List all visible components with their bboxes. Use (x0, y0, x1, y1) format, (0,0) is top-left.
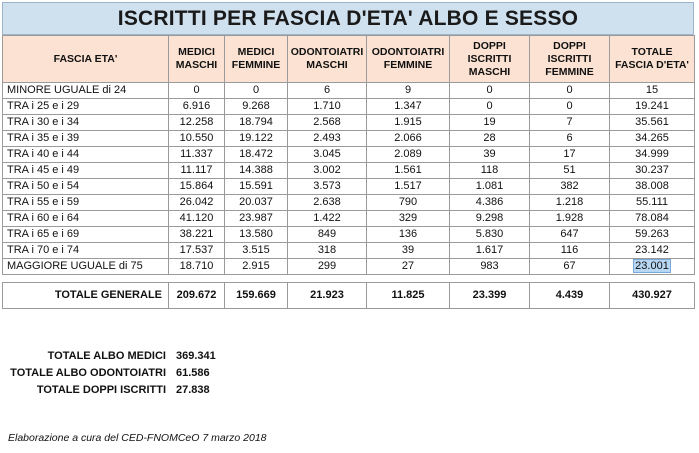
value-cell[interactable]: 5.830 (450, 227, 530, 243)
summary-block (2, 347, 236, 398)
summary-row (2, 347, 236, 364)
value-cell[interactable]: 18.472 (225, 147, 288, 163)
value-cell[interactable]: 6.916 (169, 99, 225, 115)
total-cell[interactable]: 4.439 (530, 283, 610, 309)
value-cell[interactable]: 2.493 (288, 131, 367, 147)
value-cell[interactable]: 23.987 (225, 211, 288, 227)
value-cell[interactable]: 1.422 (288, 211, 367, 227)
value-cell[interactable]: 3.045 (288, 147, 367, 163)
value-cell[interactable]: 6 (530, 131, 610, 147)
summary-label: TOTALE ALBO ODONTOIATRI (10, 366, 166, 379)
age-band-cell[interactable]: TRA i 25 e i 29 (3, 99, 169, 115)
value-cell[interactable]: 1.081 (450, 179, 530, 195)
value-cell[interactable]: 299 (288, 259, 367, 275)
summary-label: TOTALE ALBO MEDICI (47, 349, 166, 362)
header-odontoiatri-maschi[interactable]: ODONTOIATRI MASCHI (288, 36, 367, 83)
age-band-cell[interactable]: MINORE UGUALE di 24 (3, 83, 169, 99)
value-cell[interactable]: 1.517 (367, 179, 450, 195)
value-cell[interactable]: 38.008 (610, 179, 695, 195)
header-age-band[interactable]: FASCIA ETA' (3, 36, 169, 83)
value-cell[interactable]: 10.550 (169, 131, 225, 147)
value-cell[interactable]: 39 (450, 147, 530, 163)
value-cell[interactable]: 20.037 (225, 195, 288, 211)
value-cell[interactable]: 0 (530, 99, 610, 115)
value-cell[interactable]: 41.120 (169, 211, 225, 227)
value-cell[interactable]: 1.915 (367, 115, 450, 131)
value-cell[interactable]: 9.298 (450, 211, 530, 227)
total-cell[interactable]: 159.669 (225, 283, 288, 309)
age-band-cell[interactable]: TRA i 35 e i 39 (3, 131, 169, 147)
value-cell[interactable]: 19.241 (610, 99, 695, 115)
summary-value: 369.341 (176, 349, 216, 362)
value-cell[interactable]: 26.042 (169, 195, 225, 211)
value-cell[interactable]: 0 (225, 83, 288, 99)
table-row (3, 115, 695, 131)
value-cell[interactable]: 14.388 (225, 163, 288, 179)
table-row (3, 179, 695, 195)
age-band-cell[interactable]: TRA i 50 e i 54 (3, 179, 169, 195)
value-cell[interactable]: 1.617 (450, 243, 530, 259)
value-cell[interactable]: 1.710 (288, 99, 367, 115)
value-cell[interactable]: 136 (367, 227, 450, 243)
value-cell[interactable]: 19 (450, 115, 530, 131)
value-cell[interactable]: 15 (610, 83, 695, 99)
value-cell[interactable]: 18.710 (169, 259, 225, 275)
value-cell[interactable]: 12.258 (169, 115, 225, 131)
total-cell[interactable]: 430.927 (610, 283, 695, 309)
age-band-cell[interactable]: TRA i 60 e i 64 (3, 211, 169, 227)
value-cell[interactable]: 647 (530, 227, 610, 243)
enrollment-table (2, 35, 695, 309)
total-cell[interactable]: 21.923 (288, 283, 367, 309)
value-cell[interactable]: 1.347 (367, 99, 450, 115)
value-cell[interactable]: 23.142 (610, 243, 695, 259)
summary-label: TOTALE DOPPI ISCRITTI (36, 383, 166, 396)
value-cell[interactable]: 0 (169, 83, 225, 99)
header-medici-maschi[interactable]: MEDICI MASCHI (169, 36, 225, 83)
total-cell[interactable]: 209.672 (169, 283, 225, 309)
value-cell[interactable]: 3.573 (288, 179, 367, 195)
age-band-cell[interactable]: TRA i 65 e i 69 (3, 227, 169, 243)
source-note: Elaborazione a cura del CED-FNOMCeO 7 marzo 2018 (8, 432, 267, 444)
total-cell[interactable]: 23.399 (450, 283, 530, 309)
age-band-cell[interactable]: TRA i 70 e i 74 (3, 243, 169, 259)
header-medici-femmine[interactable]: MEDICI FEMMINE (225, 36, 288, 83)
value-cell[interactable]: 78.084 (610, 211, 695, 227)
value-cell[interactable]: 2.915 (225, 259, 288, 275)
selected-cell-value: 23.001 (635, 260, 669, 272)
age-band-cell[interactable]: TRA i 45 e i 49 (3, 163, 169, 179)
table-title: ISCRITTI PER FASCIA D'ETA' ALBO E SESSO (117, 6, 579, 30)
value-cell[interactable]: 17.537 (169, 243, 225, 259)
table-row (3, 259, 695, 275)
total-cell[interactable]: 11.825 (367, 283, 450, 309)
value-cell[interactable]: 329 (367, 211, 450, 227)
age-band-cell[interactable]: TRA i 55 e i 59 (3, 195, 169, 211)
value-cell[interactable]: 19.122 (225, 131, 288, 147)
summary-row (2, 381, 236, 398)
value-cell[interactable]: 118 (450, 163, 530, 179)
value-cell[interactable]: 2.066 (367, 131, 450, 147)
header-doppi-maschi[interactable]: DOPPI ISCRITTI MASCHI (450, 36, 530, 83)
value-cell[interactable]: 4.386 (450, 195, 530, 211)
value-cell[interactable]: 30.237 (610, 163, 695, 179)
value-cell[interactable]: 3.002 (288, 163, 367, 179)
value-cell[interactable]: 116 (530, 243, 610, 259)
value-cell[interactable]: 67 (530, 259, 610, 275)
value-cell[interactable]: 7 (530, 115, 610, 131)
value-cell[interactable]: 59.263 (610, 227, 695, 243)
header-odontoiatri-femmine[interactable]: ODONTOIATRI FEMMINE (367, 36, 450, 83)
table-title-bar (2, 2, 694, 35)
value-cell[interactable]: 15.864 (169, 179, 225, 195)
value-cell[interactable]: 11.337 (169, 147, 225, 163)
total-label[interactable]: TOTALE GENERALE (3, 283, 169, 309)
value-cell[interactable]: 0 (530, 83, 610, 99)
value-cell[interactable]: 38.221 (169, 227, 225, 243)
value-cell[interactable]: 34.265 (610, 131, 695, 147)
value-cell[interactable]: 790 (367, 195, 450, 211)
value-cell[interactable]: 1.561 (367, 163, 450, 179)
value-cell[interactable]: 35.561 (610, 115, 695, 131)
value-cell[interactable]: 17 (530, 147, 610, 163)
value-cell[interactable]: 13.580 (225, 227, 288, 243)
value-cell[interactable]: 2.638 (288, 195, 367, 211)
value-cell[interactable]: 27 (367, 259, 450, 275)
header-doppi-femmine[interactable]: DOPPI ISCRITTI FEMMINE (530, 36, 610, 83)
table-row (3, 227, 695, 243)
value-cell[interactable]: 2.089 (367, 147, 450, 163)
table-row (3, 243, 695, 259)
table-row (3, 211, 695, 227)
table-row (3, 147, 695, 163)
value-cell[interactable]: 1.928 (530, 211, 610, 227)
value-cell[interactable]: 983 (450, 259, 530, 275)
value-cell[interactable]: 28 (450, 131, 530, 147)
value-cell[interactable]: 2.568 (288, 115, 367, 131)
value-cell[interactable]: 849 (288, 227, 367, 243)
table-row (3, 195, 695, 211)
value-cell[interactable]: 0 (450, 83, 530, 99)
selected-cell[interactable] (610, 259, 695, 275)
value-cell[interactable]: 0 (450, 99, 530, 115)
summary-row (2, 364, 236, 381)
table-row (3, 163, 695, 179)
summary-value: 61.586 (176, 366, 210, 379)
value-cell[interactable]: 382 (530, 179, 610, 195)
value-cell[interactable]: 39 (367, 243, 450, 259)
table-row (3, 131, 695, 147)
spacer-row (3, 275, 695, 283)
value-cell[interactable]: 318 (288, 243, 367, 259)
age-band-cell[interactable]: TRA i 30 e i 34 (3, 115, 169, 131)
header-totale[interactable]: TOTALE FASCIA D'ETA' (610, 36, 695, 83)
value-cell[interactable]: 9.268 (225, 99, 288, 115)
value-cell[interactable]: 1.218 (530, 195, 610, 211)
value-cell[interactable]: 15.591 (225, 179, 288, 195)
value-cell[interactable]: 55.111 (610, 195, 695, 211)
spacer-cell (3, 275, 695, 283)
value-cell[interactable]: 9 (367, 83, 450, 99)
value-cell[interactable]: 11.117 (169, 163, 225, 179)
summary-value: 27.838 (176, 383, 210, 396)
value-cell[interactable]: 6 (288, 83, 367, 99)
table-row (3, 99, 695, 115)
table-row (3, 83, 695, 99)
total-row (3, 283, 695, 309)
age-band-cell[interactable]: TRA i 40 e i 44 (3, 147, 169, 163)
value-cell[interactable]: 18.794 (225, 115, 288, 131)
header-row (3, 36, 695, 83)
value-cell[interactable]: 34.999 (610, 147, 695, 163)
value-cell[interactable]: 51 (530, 163, 610, 179)
value-cell[interactable]: 3.515 (225, 243, 288, 259)
age-band-cell[interactable]: MAGGIORE UGUALE di 75 (3, 259, 169, 275)
